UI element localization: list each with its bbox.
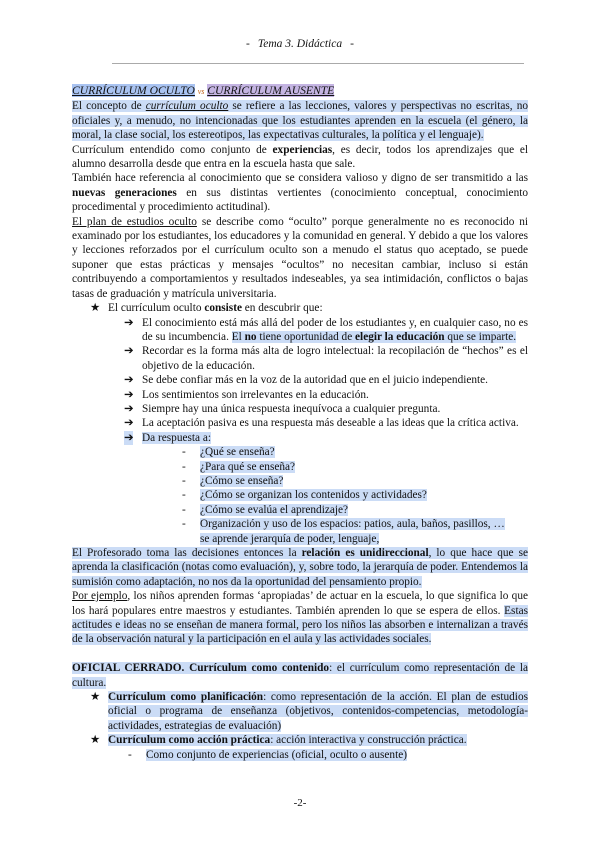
- text: , es decir, todos los aprendizajes que el alumno desarrolla desde que entra en la escuela hasta que sale.: [72, 143, 528, 171]
- text: Estas actitudes e ideas no se enseñan de manera formal, pero los niños las absorben e internalizan a través de la observación natural y la participación en el aula y las actividades sociales.: [72, 604, 528, 646]
- paragraph-oficial-cerrado: [72, 661, 528, 690]
- text: Da respuesta a:: [142, 431, 212, 444]
- question: ¿Cómo se enseña?: [200, 474, 284, 487]
- page-header: [0, 38, 600, 50]
- text: El concepto de: [72, 100, 146, 113]
- list-item: [72, 690, 528, 733]
- paragraph-profesorado: [72, 546, 528, 589]
- text: que se imparte.: [444, 330, 517, 343]
- question: ¿Cómo se organizan los contenidos y actividades?: [200, 489, 427, 502]
- list-item: [72, 301, 528, 315]
- list-item: [144, 460, 528, 474]
- text: en sus distintas vertientes (conocimiento conceptual, conocimiento procedimental y procedimiento actitudinal).: [72, 186, 528, 214]
- star-icon: ★: [90, 302, 101, 315]
- header-dash: -: [246, 38, 250, 50]
- dash-bullet: -: [128, 748, 132, 761]
- text: : el currículum como representación de la cultura.: [72, 662, 528, 689]
- question: ¿Cómo se evalúa el aprendizaje?: [200, 503, 349, 516]
- paragraph-ejemplo: [72, 589, 528, 647]
- underlined-term: El plan de estudios oculto: [72, 215, 197, 228]
- question-continuation: se aprende jerarquía de poder, lenguaje,: [200, 532, 380, 545]
- text: Siempre hay una única respuesta inequívoca a cualquier pregunta.: [142, 402, 441, 415]
- dash-bullet: -: [182, 446, 186, 459]
- question: ¿Qué se enseña?: [200, 446, 275, 459]
- star-icon: ★: [90, 734, 101, 747]
- paragraph-plan-oculto: [72, 215, 528, 301]
- paragraph-experiencias: [72, 143, 528, 172]
- star-icon: ★: [90, 691, 101, 704]
- dash-list: [72, 748, 528, 762]
- list-item: [124, 402, 528, 416]
- text: se refiere a las lecciones, valores y perspectivas no escritas, no oficiales y, a menudo, no intencionadas que los estudiantes aprenden en la escuela (el género, la moral, la clase social, los estereotipos, las expectativas culturales, la política y el lenguaje).: [72, 100, 528, 142]
- arrow-icon: ➔: [124, 431, 134, 444]
- paragraph-definition: [72, 99, 528, 142]
- bold-term: consiste: [204, 302, 242, 315]
- text: El conocimiento está más allá del poder de los estudiantes y, en cualquier caso, no es de su incumbencia.: [142, 316, 528, 343]
- dash-bullet: -: [182, 474, 186, 487]
- text: El: [231, 330, 245, 343]
- bold-term: Currículum como planificación: [108, 691, 264, 704]
- question: ¿Para qué se enseña?: [200, 460, 296, 473]
- text: , los niños aprenden formas ‘apropiadas’ de actuar en la escuela, lo que significa lo que los hará populares entre maestros y estudiantes. También aprenden lo que se espera de ellos.: [72, 590, 528, 617]
- text: en descubrir que:: [241, 302, 323, 315]
- star-list: [72, 690, 528, 748]
- title-vs: vs: [197, 87, 205, 96]
- question: Organización y uso de los espacios: patios, aula, baños, pasillos, …: [200, 518, 505, 531]
- list-item: [124, 344, 528, 373]
- list-item: [124, 416, 528, 430]
- question-list: [72, 445, 528, 546]
- section-title: [72, 84, 528, 99]
- text: : como representación de la acción. El plan de estudios oficial o programa de enseñanza (objetivos, contenidos-competencias, metodología-actividades, estrategias de evaluación): [108, 691, 528, 732]
- bold-term: no: [244, 330, 257, 343]
- text: Currículum entendido como conjunto de: [72, 143, 273, 156]
- list-item: [124, 388, 528, 402]
- dash-bullet: -: [182, 489, 186, 502]
- arrow-icon: ➔: [124, 374, 134, 387]
- list-item: [90, 748, 528, 762]
- text: se describe como “oculto” porque generalmente no es reconocido ni examinado por los estudiantes, los educadores y la comunidad en general. Y debido a que los valores y lecciones reforzados por el currículum oculto son a menudo el status quo aceptado, se puede suponer que estas prácticas y mensajes “ocultos” no necesitan cambiar, incluso si están contribuyendo a comportamientos y resultados indeseables, ya sea intimidación, conflictos o bajas tasas de graduación y matrícula universitaria.: [72, 215, 529, 300]
- text: Se debe confiar más en la voz de la autoridad que en el juicio independiente.: [142, 374, 488, 387]
- text: El currículum oculto: [108, 302, 205, 315]
- header-title: Tema 3. Didáctica: [257, 38, 343, 50]
- list-item: [124, 316, 528, 345]
- list-item: [144, 474, 528, 488]
- arrow-icon: ➔: [124, 345, 134, 358]
- paragraph-conocimiento: [72, 171, 528, 214]
- underlined-term: Por ejemplo: [72, 590, 128, 603]
- list-item: [144, 503, 528, 517]
- list-item: [144, 445, 528, 459]
- text: tiene oportunidad de: [256, 330, 356, 343]
- text: Los sentimientos son irrelevantes en la educación.: [142, 388, 369, 401]
- header-dash: -: [350, 38, 354, 50]
- text: También hace referencia al conocimiento que se considera valioso y digno de ser transmitido a las: [72, 172, 528, 185]
- bold-term: elegir la educación: [355, 330, 445, 343]
- bold-term: Currículum como acción práctica: [108, 734, 271, 747]
- bold-term: relación es unidireccional: [301, 547, 429, 559]
- text: La aceptación pasiva es una respuesta más deseable a las ideas que la crítica activa.: [142, 417, 519, 430]
- text: El Profesorado toma las decisiones entonces la: [72, 547, 302, 559]
- list-item: [124, 431, 528, 445]
- list-item: [144, 517, 528, 546]
- title-part1: CURRÍCULUM OCULTO: [72, 84, 195, 97]
- bold-term: OFICIAL CERRADO. Currículum como contenido: [72, 662, 330, 675]
- list-item: [72, 733, 528, 747]
- bold-term: experiencias: [272, 143, 333, 156]
- dash-bullet: -: [182, 460, 186, 473]
- title-part2: CURRÍCULUM AUSENTE: [207, 84, 335, 97]
- text: Como conjunto de experiencias (oficial, oculto o ausente): [146, 748, 407, 761]
- arrow-icon: ➔: [124, 388, 134, 401]
- star-list: [72, 301, 528, 315]
- dash-bullet: -: [182, 518, 186, 531]
- text: Recordar es la forma más alta de logro intelectual: la recopilación de “hechos” es el objetivo de la educación.: [142, 345, 528, 372]
- arrow-icon: ➔: [124, 402, 134, 415]
- document-body: [72, 84, 528, 762]
- page-number: -2-: [293, 797, 307, 809]
- text: , lo que hace que se aprenda la clasificación (notas como evaluación), y, sobre todo, la jerarquía de poder. Entendemos la sumisión como adaptación, no nos da la oportunidad del pensamiento propio.: [72, 547, 528, 588]
- arrow-icon: ➔: [124, 316, 134, 329]
- term: currículum oculto: [145, 100, 229, 113]
- header-rule: [112, 63, 524, 64]
- list-item: [144, 488, 528, 502]
- arrow-list: [72, 316, 528, 446]
- dash-bullet: -: [182, 503, 186, 516]
- bold-term: nuevas generaciones: [72, 186, 177, 199]
- list-item: [124, 373, 528, 387]
- arrow-icon: ➔: [124, 417, 134, 430]
- text: : acción interactiva y construcción práctica.: [270, 734, 467, 747]
